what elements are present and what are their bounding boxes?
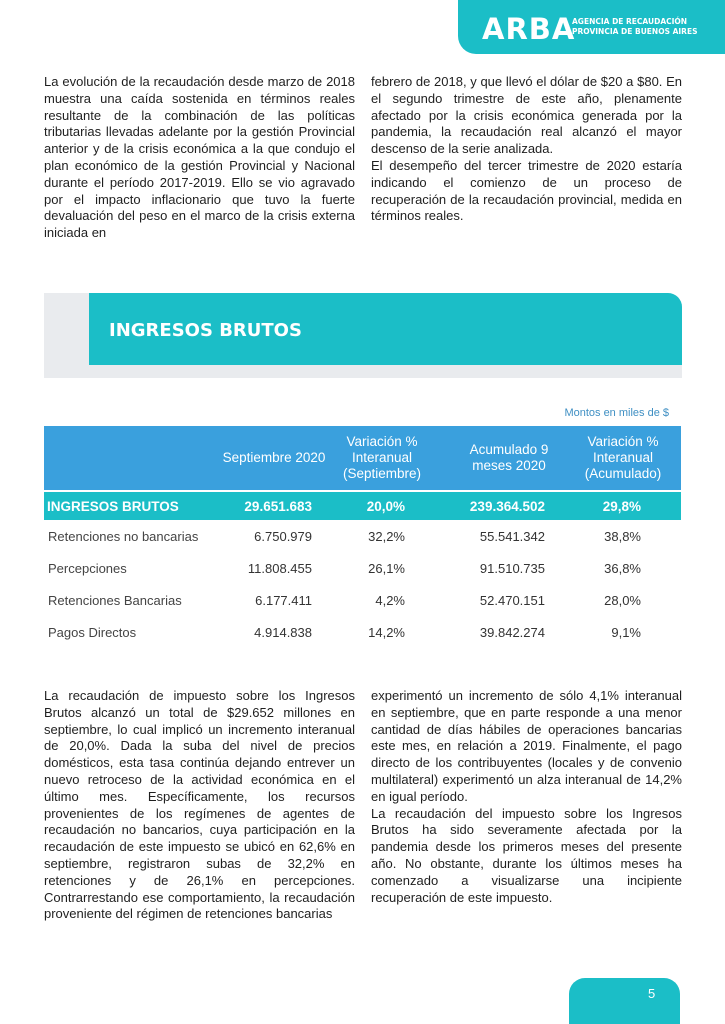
agency-line-1: AGENCIA DE RECAUDACIÓN <box>572 17 688 26</box>
table-row <box>44 616 681 648</box>
row-label: Pagos Directos <box>48 624 137 640</box>
header-septiembre: Septiembre 2020 <box>222 450 326 465</box>
agency-name <box>572 17 697 37</box>
row-variacion-acumulado: 38,8% <box>604 528 641 544</box>
header-variacion-acumulado: Variación % Interanual (Acumulado) <box>584 434 662 481</box>
total-septiembre: 29.651.683 <box>244 498 312 514</box>
intro-right-column <box>371 74 682 225</box>
units-note: Montos en miles de $ <box>564 407 669 419</box>
row-acumulado: 55.541.342 <box>479 528 545 544</box>
total-variacion-septiembre: 20,0% <box>366 498 405 514</box>
intro-right-paragraph-2: El desempeño del tercer trimestre de 2020 estaría indicando el comienzo de un proceso de recuperación de la recaudación provincial, medida en términos reales. <box>371 157 682 224</box>
analysis-right-paragraph-2: La recaudación del impuesto sobre los Ingresos Brutos ha sido severamente afectada por la pandemia desde los primeros meses del presente año. No obstante, durante los últimos meses ha comenzado a visualizarse una incipiente recuperación de este impuesto. <box>371 805 682 905</box>
row-septiembre: 4.914.838 <box>254 624 312 640</box>
row-variacion-acumulado: 28,0% <box>604 592 641 608</box>
row-variacion-septiembre: 32,2% <box>368 528 405 544</box>
total-variacion-acumulado: 29,8% <box>602 498 641 514</box>
intro-left-column <box>44 74 355 242</box>
header-acumulado: Acumulado 9 meses 2020 <box>469 442 549 473</box>
analysis-right-paragraph-1: experimentó un incremento de sólo 4,1% interanual en septiembre, que en parte responde a una menor cantidad de días hábiles de operaciones bancarias este mes, en relación a 2019. Finalmente, el pago directo de los contribuyentes (locales y de convenio multilateral) experimentó un alza interanual de 14,2% en igual período. <box>371 688 682 804</box>
row-variacion-acumulado: 36,8% <box>604 560 641 576</box>
row-septiembre: 6.177.411 <box>255 592 312 608</box>
row-acumulado: 52.470.151 <box>479 592 545 608</box>
row-septiembre: 6.750.979 <box>254 528 312 544</box>
row-variacion-septiembre: 14,2% <box>368 624 405 640</box>
revenue-table <box>44 426 681 648</box>
table-header <box>44 426 681 490</box>
analysis-left-column <box>44 688 355 923</box>
header-variacion-septiembre: Variación % Interanual (Septiembre) <box>342 434 422 481</box>
total-label: INGRESOS BRUTOS <box>47 498 179 514</box>
table-row <box>44 584 681 616</box>
row-acumulado: 39.842.274 <box>479 624 545 640</box>
table-row <box>44 520 681 552</box>
arba-logo: ARBA <box>482 12 576 46</box>
section-title: INGRESOS BRUTOS <box>109 320 302 341</box>
row-acumulado: 91.510.735 <box>479 560 545 576</box>
intro-right-paragraph-1: febrero de 2018, y que llevó el dólar de $20 a $80. En el segundo trimestre de este año, plenamente afectado por la crisis económica generada por la pandemia, la recaudación real alcanzó el mayor descenso de la serie analizada. <box>371 74 682 157</box>
row-label: Retenciones Bancarias <box>48 592 182 608</box>
page-number: 5 <box>648 986 656 1001</box>
row-variacion-septiembre: 4,2% <box>375 592 405 608</box>
intro-left-paragraph: La evolución de la recaudación desde marzo de 2018 muestra una caída sostenida en términos reales resultante de la combinación de las políticas tributarias llevadas adelante por la gestión Provincial anterior y de la crisis económica a la que condujo el plan económico de la gestión Provincial y Nacional durante el período 2017-2019. Ello se vio agravado por el impacto inflacionario que tuvo la fuerte devaluación del peso en el marco de la crisis externa iniciada en <box>44 74 355 241</box>
agency-line-2: PROVINCIA DE BUENOS AIRES <box>572 27 698 36</box>
row-septiembre: 11.808.455 <box>247 560 312 576</box>
row-variacion-acumulado: 9,1% <box>611 624 641 640</box>
analysis-left-paragraph: La recaudación de impuesto sobre los Ingresos Brutos alcanzó un total de $29.652 millones en septiembre, lo cual implicó un incremento interanual de 20,0%. Dada la suba del nivel de precios domésticos, esta tasa continúa dejando entrever un nuevo retroceso de la actividad económica en el último mes. Específicamente, los recursos provenientes de los regímenes de agentes de recaudación no bancarios, cuya participación en la recaudación de este impuesto se ubicó en 62,6% en septiembre, registraron subas de 32,2% en retenciones y de 26,1% en percepciones. Contrarrestando ese comportamiento, la recaudación proveniente del régimen de retenciones bancarias <box>44 688 355 922</box>
row-variacion-septiembre: 26,1% <box>368 560 405 576</box>
table-row <box>44 552 681 584</box>
analysis-right-column <box>371 688 682 906</box>
row-label: Retenciones no bancarias <box>48 528 199 544</box>
table-row-total <box>44 492 681 520</box>
page-number-tab <box>569 978 680 1024</box>
total-acumulado: 239.364.502 <box>469 498 545 514</box>
row-label: Percepciones <box>48 560 127 576</box>
